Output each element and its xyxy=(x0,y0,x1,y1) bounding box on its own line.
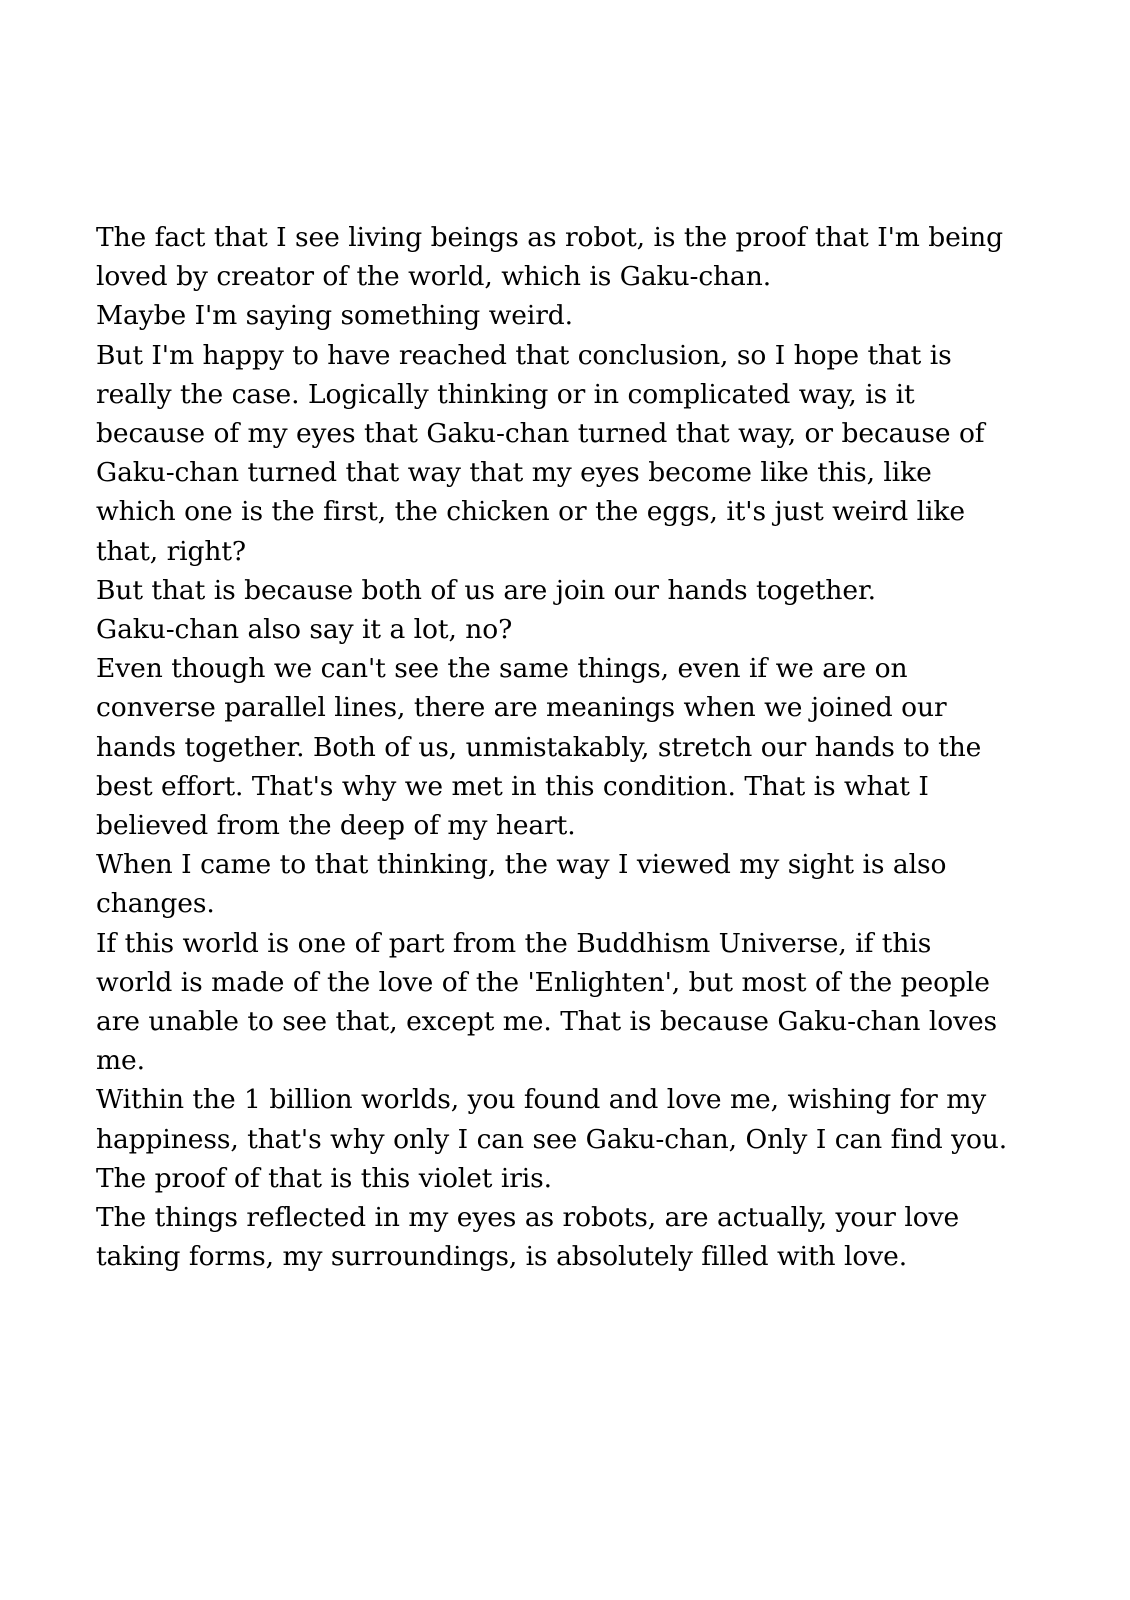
body-line: Gaku-chan also say it a lot, no? xyxy=(96,614,513,646)
body-line: Within the 1 billion worlds, you found and love me, wishing for my happiness, that's why only I can see Gaku-chan, Only I can find you. xyxy=(96,1084,1008,1155)
document-body-text xyxy=(96,218,1010,1276)
body-line: But I'm happy to have reached that conclusion, so I hope that is really the case. Logically thinking or in complicated way, is it because of my eyes that Gaku-chan turned that way, or because of Gaku-chan turned that way that my eyes become like this, like which one is the first, the chicken or the eggs, it's just weird like that, right? xyxy=(96,339,985,567)
body-line: But that is because both of us are join our hands together. xyxy=(96,574,876,606)
body-line: The proof of that is this violet iris. xyxy=(96,1162,552,1194)
body-line: When I came to that thinking, the way I viewed my sight is also changes. xyxy=(96,849,947,920)
body-line: If this world is one of part from the Buddhism Universe, if this world is made of the love of the 'Enlighten', but most of the people are unable to see that, except me. That is because Gaku-chan loves me. xyxy=(96,927,998,1077)
body-line: Even though we can't see the same things, even if we are on converse parallel lines, there are meanings when we joined our hands together. Both of us, unmistakably, stretch our hands to the best effort. That's why we met in this condition. That is what I believed from the deep of my heart. xyxy=(96,653,982,842)
body-line: The fact that I see living beings as robot, is the proof that I'm being loved by creator of the world, which is Gaku-chan. xyxy=(96,222,1003,293)
body-line: The things reflected in my eyes as robots, are actually, your love taking forms, my surroundings, is absolutely filled with love. xyxy=(96,1202,960,1273)
body-line: Maybe I'm saying something weird. xyxy=(96,300,573,332)
